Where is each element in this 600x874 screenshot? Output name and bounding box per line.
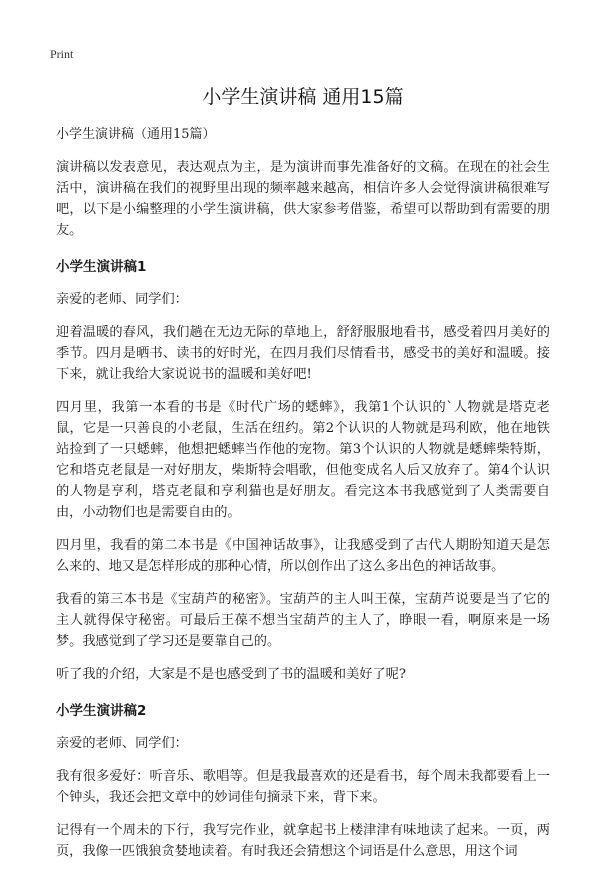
section-1-paragraph: 四月里，我看的第二本书是《中国神话故事》，让我感受到了古代人期盼知道天是怎么来的、地又是怎样形成的那种心情，所以创作出了这么多出色的神话故事。	[56, 538, 550, 574]
page-title: 小学生演讲稿 通用15篇	[202, 86, 404, 108]
document-subtitle: 小学生演讲稿（通用15篇）	[56, 127, 216, 142]
intro-paragraph: 演讲稿以发表意见，表达观点为主，是为演讲而事先准备好的文稿。在现在的社会生活中，演讲稿在我们的视野里出现的频率越来越高，相信许多人会觉得演讲稿很难写吧，以下是小编整理的小学生演讲稿，供大家参考借鉴，希望可以帮助到有需要的朋友。	[56, 160, 550, 238]
section-2-paragraph: 记得有一个周未的下行，我写完作业，就拿起书上楼津津有味地读了起来。一页，两页，我像一匹饿狼贪婪地读着。有时我还会猜想这个词语是什么意思，用这个词	[56, 823, 550, 859]
print-link[interactable]: Print	[50, 47, 74, 61]
section-1-paragraph: 我看的第三本书是《宝葫芦的秘密》。宝葫芦的主人叫王葆，宝葫芦说要是当了它的主人就得保守秘密。可最后王葆不想当宝葫芦的主人了，睁眼一看，啊原来是一场梦。我感觉到了学习还是要靠自己的。	[56, 592, 550, 649]
section-heading-1: 小学生演讲稿1	[56, 259, 147, 275]
section-2-greeting: 亲爱的老师、同学们：	[56, 736, 188, 751]
section-2-paragraph: 我有很多爱好：听音乐、歌唱等。但是我最喜欢的还是看书，每个周未我都要看上一个钟头，我还会把文章中的妙词佳句摘录下来，背下来。	[56, 769, 550, 805]
section-1-paragraph: 四月里，我第一本看的书是《时代广场的蟋蟀》，我第1个认识的`人物就是塔克老鼠，它是一只善良的小老鼠，生活在纽约。第2个认识的人物就是玛利欧，他在地铁站捡到了一只蟋蟀，他想把蟋蟀当作他的宠物。第3个认识的人物就是蟋蟀柴特斯，它和塔克老鼠是一对好朋友，柴斯特会唱歌，但他变成名人后又放弃了。第4个认识的人物是亨利，塔克老鼠和亨利猫也是好朋友。看完这本书我感觉到了人类需要自由，小动物们也是需要自由的。	[56, 400, 550, 520]
section-heading-2: 小学生演讲稿2	[56, 703, 147, 719]
section-1-paragraph: 听了我的介绍，大家是不是也感受到了书的温暖和美好了呢?	[56, 667, 406, 682]
section-1-greeting: 亲爱的老师、同学们：	[56, 292, 188, 307]
document-body	[56, 74, 550, 874]
section-1-paragraph: 迎着温暖的春风，我们趟在无边无际的草地上，舒舒服服地看书，感受着四月美好的季节。四月是晒书、读书的好时光，在四月我们尽情看书，感受书的美好和温暖。接下来，就让我给大家说说书的温暖和美好吧!	[56, 325, 550, 382]
